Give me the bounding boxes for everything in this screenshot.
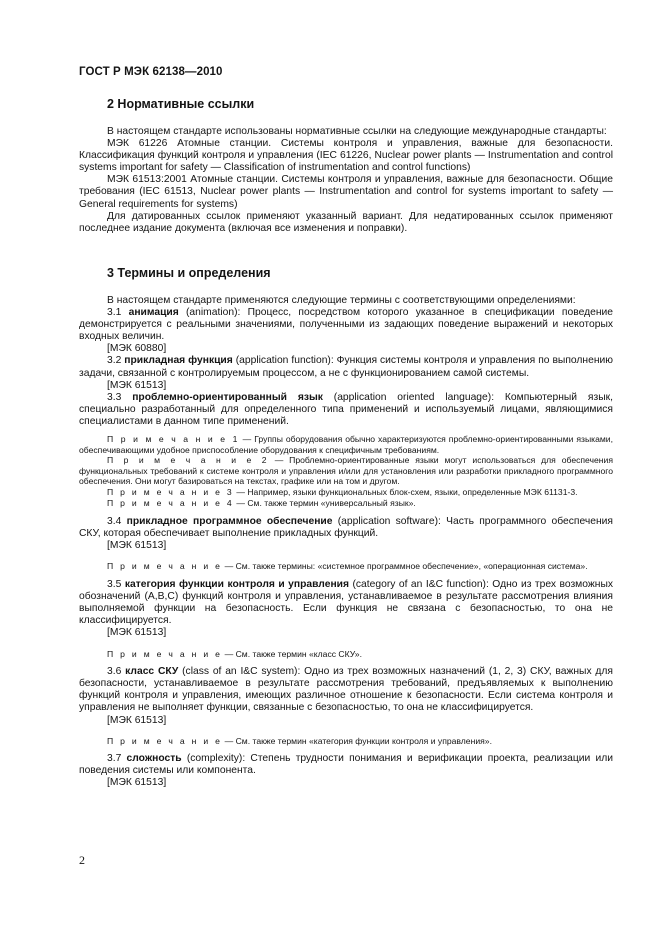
term-definition <box>79 355 613 379</box>
section-3-title: 3 Термины и определения <box>107 266 271 280</box>
term-name: анимация <box>128 307 179 319</box>
paragraph: В настоящем стандарте применяются следующие термины с соответствующими определениями: <box>107 295 576 306</box>
note-text: — См. также термин «класс СКУ». <box>222 648 362 659</box>
note-label: П р и м е ч а н и е <box>107 561 223 572</box>
term-text: (animation): Процесс, посредством которого указанное в спецификации поведение демонстрируется с реальными значениями, полученными из задающих поведение выражений и некоторых входных величин. <box>79 307 613 343</box>
note-label: П р и м е ч а н и е 3 <box>107 487 234 497</box>
note-label: П р и м е ч а н и е 1 <box>107 434 240 445</box>
term-number: 3.7 <box>107 753 122 765</box>
note-label: П р и м е ч а н и е <box>107 648 223 659</box>
term-number: 3.6 <box>107 666 122 678</box>
term-number: 3.2 <box>107 355 122 367</box>
note <box>79 487 613 498</box>
note-text: — Проблемно-ориентированные языки могут использоваться для обеспечения функциональных требований к системе контроля и управления и/или для установления или разработки прикладного программного обеспечения. Они могут базироваться на текстах, графике или на том и другом. <box>79 455 613 487</box>
term-text: (complexity): Степень трудности понимания и верификации проекта, реализации или поведения системы или компонента. <box>79 753 613 777</box>
term-reference: [МЭК 61513] <box>107 540 167 552</box>
term-number: 3.4 <box>107 516 122 528</box>
note <box>79 649 613 660</box>
term-text: (category of an I&C function): Одно из трех возможных обозначений (A,B,C) функций контроля и управления, устанавливаемое в результате рассмотрения влияния выполняемой функции на безопасность. Если функция не связана с безопасностью, то она не классифицируется. <box>79 579 613 627</box>
paragraph: В настоящем стандарте использованы нормативные ссылки на следующие международные стандарты: <box>107 126 607 137</box>
note-text: — Группы оборудования обычно характеризуются проблемно-ориентированными языками, обеспечивающими удобное приспособление оборудования к специфичным требованиям. <box>79 434 613 455</box>
note-label: П р и м е ч а н и е 2 <box>107 455 269 466</box>
note-label: П р и м е ч а н и е <box>107 735 223 746</box>
term-definition <box>79 307 613 343</box>
term-text: (application function): Функция системы контроля и управления по выполнению задачи, связанной с контролируемым процессом, а не с функционированием самой системы. <box>79 355 613 379</box>
term-definition <box>79 753 613 777</box>
term-reference: [МЭК 60880] <box>107 343 167 355</box>
term-name: прикладное программное обеспечение <box>126 516 333 528</box>
term-text: (application software): Часть программного обеспечения СКУ, которая обеспечивает выполнение прикладных функций. <box>79 516 613 540</box>
section-3-body <box>79 295 613 789</box>
term-definition <box>79 579 613 627</box>
note-text: — Например, языки функциональных блок-схем, языки, определенные МЭК 61131-3. <box>233 487 578 497</box>
section-2-title: 2 Нормативные ссылки <box>107 97 255 111</box>
term-name: прикладная функция <box>124 355 233 367</box>
paragraph: МЭК 61226 Атомные станции. Системы контроля и управления, важные для безопасности. Классификация функций контроля и управления (IEC 61226, Nuclear power plants — Instrumentation and control systems important for safety — Classification of instrumentation and control functions) <box>79 138 613 174</box>
term-number: 3.3 <box>107 391 122 403</box>
term-reference: [МЭК 61513] <box>107 627 167 639</box>
note <box>79 498 613 509</box>
term-definition <box>79 666 613 714</box>
page-number: 2 <box>79 853 85 867</box>
term-number: 3.5 <box>107 579 122 591</box>
term-definition <box>79 392 613 428</box>
term-number: 3.1 <box>107 307 122 319</box>
note <box>79 455 613 487</box>
term-definition <box>79 516 613 540</box>
term-name: класс СКУ <box>125 666 179 678</box>
paragraph: Для датированных ссылок применяют указанный вариант. Для недатированных ссылок применяют последнее издание документа (включая все изменения и поправки). <box>79 210 613 234</box>
note-text: — См. также термин «универсальный язык». <box>233 497 416 508</box>
note <box>79 736 613 747</box>
term-name: категория функции контроля и управления <box>124 579 349 591</box>
term-name: проблемно-ориентированный язык <box>132 391 323 403</box>
term-text: (class of an I&C system): Одно из трех возможных назначений (1, 2, 3) СКУ, важных для безопасности, устанавливаемое в результате рассмотрения требований, предъявляемых к выполнению функций контроля и управления, имеющих различное отношение к безопасности. Если система контроля и управления не выполняет функции, связанные с безопасностью, то она не классифицируется. <box>79 666 613 714</box>
term-reference: [МЭК 61513] <box>107 379 167 391</box>
term-reference: [МЭК 61513] <box>107 714 167 726</box>
note <box>79 434 613 455</box>
term-text: (application oriented language): Компьютерный язык, специально разработанный для определенного типа применений и используемый лицами, являющимися специалистами в данном типе применений. <box>79 391 613 427</box>
note-label: П р и м е ч а н и е 4 <box>107 497 234 508</box>
term-reference: [МЭК 61513] <box>107 777 167 789</box>
note <box>79 561 613 572</box>
note-text: — См. также термин «категория функции контроля и управления». <box>222 735 492 746</box>
paragraph: МЭК 61513:2001 Атомные станции. Системы контроля и управления, важные для безопасности. Общие требования (IEC 61513, Nuclear power plants — Instrumentation and control for systems important to safety — General requirements for systems) <box>79 174 613 210</box>
term-name: сложность <box>126 753 182 765</box>
note-text: — См. также термины: «системное программное обеспечение», «операционная система». <box>222 561 588 572</box>
document-header: ГОСТ Р МЭК 62138—2010 <box>79 66 223 78</box>
section-2-body <box>79 126 613 235</box>
